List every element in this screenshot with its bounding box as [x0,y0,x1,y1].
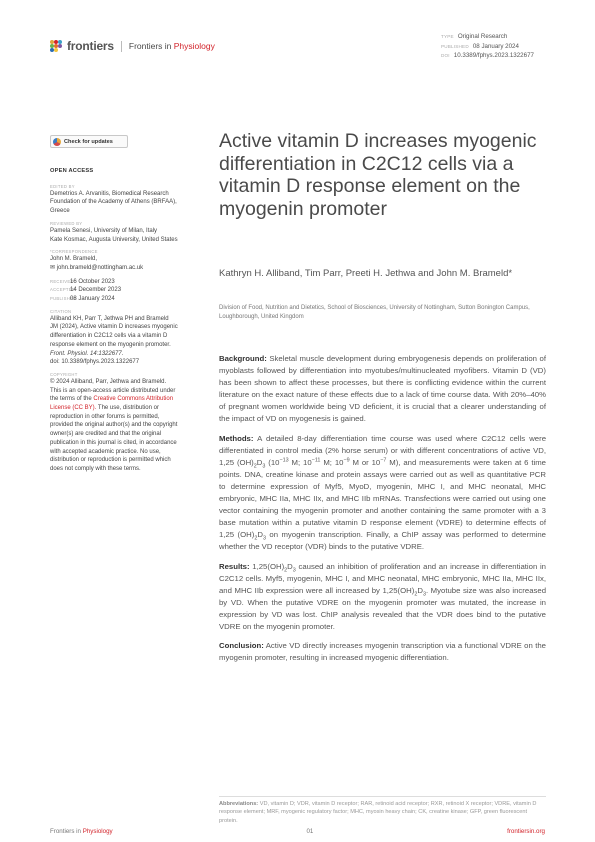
license-link[interactable]: Creative Commons Attribution License (CC BY). [50,396,174,412]
divider [121,41,122,52]
authors: Kathryn H. Alliband, Tim Parr, Preeti H. Jethwa and John M. Brameld* [219,268,513,279]
correspondence-email[interactable]: ✉ john.brameld@nottingham.ac.uk [50,264,144,271]
open-access-label: OPEN ACCESS [50,168,94,174]
article-meta: TYPE Original Research PUBLISHED 08 January 2024 DOI 10.3389/fphys.2023.1322677 [441,33,534,59]
abstract-background: Background: Skeletal muscle development during embryogenesis depends on proliferation of myoblasts followed by differentiation into myotubes/multinucleated myofibers. Vitamin D (VD) has been shown to affect these processes, but there is conflicting evidence within the current literature on the exact nature of these effects due to a lack of time course data. With 20%–40% of pregnant women worldwide being VD deficient, it is crucial that a clearer understanding of the impact of VD on myogenesis is gained. [219,354,546,424]
reviewer: Pamela Senesi, University of Milan, Italy [50,227,158,234]
article-title: Active vitamin D increases myogenic differentiation in C2C12 cells via a vitamin D response element on the myogenin promoter [219,130,537,220]
divider [219,796,546,797]
abstract-methods: Methods: A detailed 8-day differentiation time course was used where C2C12 cells were differentiated in control media (2% horse serum) or with different concentrations of active VD, 1,25 $(OH)_2D_3$ ($10^{-13}$ M; $10^{-11}$ M; $10^{-9}$ M or $10^{-7}$ M), and measurements were taken at 6 time points. DNA, creatine kinase and protein assays were carried out as well as quantitative PCR to determine expression of Myf5, MyoD, myogenin, MHC I, and MHC neonatal, MHC embryonic, MHC IIa, MHC IIx, and MHC IIb mRNAs. Transfections were carried out using one vector containing the myogenin promoter and another containing the same promoter with a 3 base mutation within a putative vitamin D response element (VDRE) to determine effects of 1,25 $(OH)_2D_3$ on myogenin transcription. Finally, a ChIP assay was performed to determine whether the VD receptor (VDR) binds to the putative VDRE. [219,433,546,552]
page-number: 01 [306,828,314,835]
abstract [219,353,546,671]
abstract-conclusion: Conclusion: Active VD directly increases myogenin transcription via a functional VDRE on the myogenin promoter, resulting in increased myogenic differentiation. [219,641,546,663]
check-for-updates-button[interactable]: Check for updates [50,135,128,148]
crossmark-icon [53,138,61,146]
doi-link[interactable]: 10.3389/fphys.2023.1322677 [453,52,534,59]
editor: Demetrios A. Arvanitis, Biomedical Research Foundation of the Academy of Athens (BRFAA), Greece [50,190,177,215]
copyright: © 2024 Alliband, Parr, Jethwa and Brameld. This is an open-access article distributed under the terms of the Creative Commons Attribution License (CC BY). The use, distribution or reproduction in other forums is permitted, provided the original author(s) and the copyright owner(s) are credited and that the original publication in this journal is cited, in accordance with accepted academic practice. No use, distribution or reproduction is permitted which does not comply with these terms. [50,378,178,472]
journal-name[interactable]: Frontiers in Physiology [128,41,215,51]
dates: RECEIVED 16 October 2023 ACCEPTED 14 December 2023 PUBLISHED 08 January 2024 [50,278,122,303]
sidebar: OPEN ACCESS EDITED BY Demetrios A. Arvanitis, Biomedical Research Foundation of the Academy of Athens (BRFAA), Greece REVIEWED BY Pamela Senesi, University of Milan, Italy Kate Kosmac, Augusta University, United States *CORRESPONDENCE John M. Brameld, ✉ john.brameld@nottingham.ac.uk RECEIVED 16 October 2023 ACCEPTED 14 December 2023 PUBLISHED 08 January 2024 CITATION Alliband KH, Parr T, Jethwa PH and Brameld JM (2024), Active vitamin D increases myogenic differentiation in C2C12 cells via a vitamin D response element on the myogenin promoter. Front. Physiol. 14:1322677. doi: 10.3389/fphys.2023.1322677 COPYRIGHT © 2024 Alliband, Parr, Jethwa and Brameld. This is an open-access article distributed under the terms of the Creative Commons Attribution License (CC BY). The use, distribution or reproduction in other forums is permitted, provided the original author(s) and the copyright owner(s) are credited and that the original publication in this journal is cited, in accordance with accepted academic practice. No use, distribution or reproduction is permitted which does not comply with these terms. [50,168,178,472]
abbreviations: Abbreviations: VD, vitamin D; VDR, vitamin D receptor; RAR, retinoid acid receptor; RXR, retinoid X receptor; VDRE, vitamin D response element; MRF, myogenic regulatory factor; MHC, myosin heavy chain; CK, creatine kinase; GFP, green fluorescent protein. [219,801,537,824]
brand-name: frontiers [67,39,114,53]
correspondence-name: John M. Brameld, [50,256,98,263]
page-footer [50,828,545,835]
abstract-results: Results: $1,25(OH)_2D_3$ caused an inhibition of proliferation and an increase in differentiation in C2C12 cells. Myf5, myogenin, MHC I, and MHC neonatal, MHC embryonic, MHC IIa, MHC IIx, and MHC IIb expression were all increased by $1,25(OH)_2D_3$. Myotube size was also increased by VD. When the putative VDRE on the myogenin promoter was mutated, the increase in expression by VD was lost. ChIP analysis revealed that the VDR does bind to the putative VDRE on the myogenin promoter. [219,561,546,631]
email-icon: ✉ [50,264,57,271]
journal-header [50,39,215,53]
frontiers-logo-icon [50,40,62,52]
citation: Alliband KH, Parr T, Jethwa PH and Brameld JM (2024), Active vitamin D increases myogenic differentiation in C2C12 cells via a vitamin D response element on the myogenin promoter. Front. Physiol. 14:1322677. doi: 10.3389/fphys.2023.1322677 [50,315,178,366]
affiliation: Division of Food, Nutrition and Dietetics, School of Biosciences, University of Nottingham, Sutton Bonington Campus, Loughborough, United Kingdom [219,305,530,320]
footer-journal[interactable]: Frontiers in Physiology [50,828,113,835]
footer-site-link[interactable]: frontiersin.org [507,828,545,835]
citation-doi[interactable]: doi: 10.3389/fphys.2023.1322677 [50,359,140,366]
reviewer: Kate Kosmac, Augusta University, United States [50,236,178,243]
